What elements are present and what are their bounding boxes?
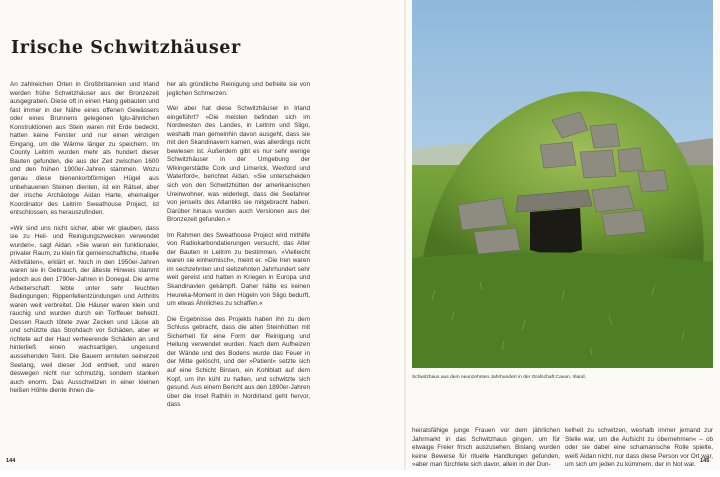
- doorway: [530, 208, 582, 254]
- paragraph: Im Rahmen des Sweathouse Project wird mithilfe von Radiokarbondatierungen versucht, das Alter der Bauten in Leitrim zu bestimmen. »Vielleicht waren sie einheimisch«, meint er. »Die Iren waren im sechzehnten und siebzehnten Jahrhundert sehr weit gereist und hatten in Kriegen in Europa und Skandinavien gekämpft. Daher hätte es keinen Heureka-Moment in den Hügeln von Sligo bedurft, um etwas Ähnliches zu schaffen.«: [167, 231, 310, 308]
- text-column-1: [10, 81, 159, 403]
- text-column-3: [412, 427, 560, 477]
- page-number-right: 145: [700, 458, 710, 464]
- paragraph: Die Ergebnisse des Projekts haben ihn zu dem Schluss gebracht, dass die alten Steinhütten mit Sicherheit für eine Form der Reinigung und Heilung verwendet wurden. Nach dem Aufheizen der Wände und des Bodens wurde das Feuer in der Mitte gelöscht, und der »Patient« setzte sich auf eine Schicht Binsen, ein Kohlblatt auf dem Kopf, um ihn kühl zu halten, und schwitzte sich gesund. Aus einem Bericht aus den 1890er-Jahren über die Insel Rathlin in Nordirland geht hervor, dass: [167, 315, 310, 409]
- text-column-2: [167, 81, 310, 417]
- photo-caption: Schwitzhaus aus dem neunzehnten Jahrhundert in der Grafschaft Cavan, Irland.: [412, 375, 586, 380]
- paragraph: her als gründliche Reinigung und befreite sie von jeglichen Schmerzen.: [167, 81, 310, 97]
- article-title: Irische Schwitzhäuser: [11, 38, 241, 58]
- paragraph: heiratsfähige junge Frauen vor dem jährlichen Jahrmarkt in das Schwitzhaus gingen, um für etwaige Freier frisch auszusehen. Bislang wurden keine Beweise für rituelle Handlungen gefunden, »aber man fürchtete sich davor, allein in der Dun-: [412, 427, 560, 469]
- sweathouse-photo: [412, 0, 713, 368]
- paragraph: »Wir sind uns nicht sicher, aber wir glauben, dass sie zu Heil- und Reinigungszwecken verwendet wurden«, sagt Aidan. »Sie waren ein funktionaler, privater Raum, zu klein für gemeinschaftliche, rituelle Aktivitäten«, erklärt er. Noch in den 1950er-Jahren waren sie in Gebrauch, der älteste Hinweis stammt jedoch aus den 1790er-Jahren in Donegal. Die arme Arbeiterschaft lebte unter sehr feuchten Bedingungen; Rippenfellentzündungen und Arthritis waren weit verbreitet. Die Häuser waren klein und rauchig und wurden durch ein Torffeuer beheizt. Dessen Rauch tötete zwar Zecken und Läuse ab und schützte das Strohdach vor Schäden, aber er richtete auf der Haut verheerende Schäden an und hinterließ einen wachsartigen, ungesund aussehenden Teint. Die Bauern ernteten seinerzeit Seetang, weil dieser Jod enthielt, und waren deswegen nicht nur schmutzig, sondern stanken auch enorm. Das Ausschwitzen in einer kleinen heißen Höhle diente ihnen da-: [10, 224, 159, 395]
- book-gutter: [404, 0, 406, 470]
- text-column-4: [565, 427, 713, 477]
- foreground-grass: [412, 252, 713, 368]
- page-number-left: 144: [6, 458, 16, 464]
- paragraph: Wer aber hat diese Schwitzhäuser in Irland eingeführt? »Die meisten befinden sich im Nordwesten des Landes, in Leitrim und Sligo, weshalb man gemeinhin davon ausgeht, dass sie mit den Skandinavern kamen, was allerdings nicht bewiesen ist. Außerdem gibt es nur sehr wenige Schwitzhäuser in der Umgebung der Wikingerstädte Cork und Limerick, Wexford und Waterford«, berichtet Aidan. »Sie unterscheiden sich von den Schwitzhütten der amerikanischen Ureinwohner, was widerlegt, dass die Seefahrer von jenseits des Atlantiks sie mitgebracht haben. Darüber hinaus wurden auch Versionen aus der Bronzezeit gefunden.«: [167, 105, 310, 224]
- paragraph: An zahlreichen Orten in Großbritannien und Irland werden frühe Schwitzhäuser aus der Bronzezeit ausgegraben. Diese oft in einen Hang gebauten und fast immer in der Nähe eines offenen Gewässers oder eines Brunnens gelegenen Iglu-ähnlichen Konstruktionen aus Stein waren mit Erde bedeckt, hatten keine Fenster und nur einen winzigen Eingang, um die Wärme länger zu speichern. Im County Leitrim wurden mehr als hundert dieser Bauten gefunden, die aus der Zeit zwischen 1600 und den frühen 1900er-Jahren stammen. Wozu genau diese bienenkorbförmigen Hügel aus unbehauenen Steinen dienten, ist ein Rätsel, aber der irische Archäologe Aidan Harte, ehemaliger Koordinator des Leitrim Sweathouse Project, ist entschlossen, es herauszufinden.: [10, 81, 159, 217]
- paragraph: kelheit zu schwitzen, weshalb immer jemand zur Stelle war, um die Aufsicht zu übernehmen« – ob oder sie dabei eine schamanische Rolle spielte, weiß Aidan nicht, nur dass diese Person vor Ort war, um sich um jeden zu kümmern, der in Not war.: [565, 427, 713, 469]
